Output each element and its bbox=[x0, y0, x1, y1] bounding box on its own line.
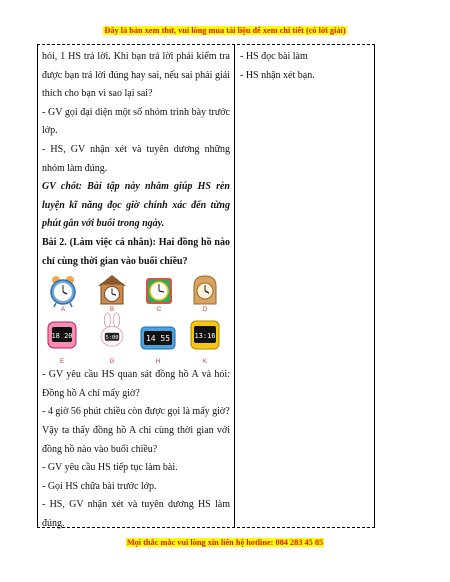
exercise-heading: Bài 2. (Làm việc cá nhân): Hai đồng hồ nào chỉ cùng thời gian vào buổi chiều? bbox=[42, 236, 230, 267]
paragraph: - HS đọc bài làm bbox=[240, 51, 308, 62]
preview-banner-text: Đây là bản xem thử, vui lòng mua tài liệu để xem chi tiết (có lời giải) bbox=[104, 26, 346, 35]
clock-illustration bbox=[42, 272, 230, 364]
paragraph: - HS, GV nhận xét và tuyên dương HS làm đúng. bbox=[42, 499, 230, 529]
paragraph: - HS, GV nhận xét và tuyên dương những nhóm làm đúng. bbox=[42, 143, 230, 174]
conclusion-paragraph: GV chốt: Bài tập này nhằm giúp HS rèn luyện kĩ năng đọc giờ chính xác đến từng phút gắn với buổi trong ngày. bbox=[42, 181, 230, 230]
bunny-clock-g-icon bbox=[97, 312, 127, 348]
digital-clock-k-icon bbox=[190, 318, 220, 354]
clock-label: C bbox=[156, 307, 162, 314]
digital-display-g: 5:00 bbox=[105, 335, 119, 342]
digital-display-h: 14 55 bbox=[145, 334, 171, 344]
digital-clock-e-icon bbox=[47, 319, 77, 355]
paragraph: - GV yêu cầu HS tiếp tục làm bài. bbox=[42, 462, 178, 474]
clock-label: D bbox=[202, 307, 208, 314]
hotline-banner-text: Mọi thắc mắc vui lòng xin liên hệ hotline: 084 283 45 85 bbox=[126, 538, 324, 547]
clock-label: B bbox=[109, 307, 114, 314]
paragraph: hỏi, 1 HS trả lời. Khi bạn trả lời phải kiểm tra được bạn trả lời đúng hay sai, nếu sai phải giải thích cho bạn vì sao lại sai? bbox=[42, 51, 230, 100]
paragraph: - GV gọi đại diện một số nhóm trình bày trước lớp. bbox=[42, 106, 230, 137]
preview-banner bbox=[0, 26, 450, 35]
paragraph: - HS nhận xét bạn. bbox=[240, 69, 315, 81]
teacher-column bbox=[42, 48, 230, 533]
lesson-table bbox=[37, 44, 375, 528]
paragraph: - 4 giờ 56 phút chiều còn được gọi là mấy giờ? bbox=[42, 406, 230, 418]
paragraph: - Gọi HS chữa bài trước lớp. bbox=[42, 480, 157, 492]
clock-label: A bbox=[60, 307, 65, 314]
hotline-banner bbox=[0, 538, 450, 547]
digital-clock-h-icon bbox=[140, 320, 176, 356]
paragraph: Vậy ta thấy đồng hồ A chỉ cùng thời gian với đồng hồ nào vào buổi chiều? bbox=[42, 424, 230, 455]
digital-display-e: 18 20 bbox=[51, 332, 73, 341]
student-column bbox=[240, 48, 368, 85]
paragraph: - GV yêu cầu HS quan sát đồng hồ A và hỏi: Đồng hồ A chỉ mấy giờ? bbox=[42, 369, 230, 399]
clock-label: H bbox=[155, 359, 161, 366]
clock-label: K bbox=[202, 359, 207, 366]
digital-display-k: 13:16 bbox=[194, 332, 216, 341]
clock-label: G bbox=[109, 359, 115, 366]
column-divider bbox=[234, 45, 235, 527]
clock-label: E bbox=[59, 359, 64, 366]
